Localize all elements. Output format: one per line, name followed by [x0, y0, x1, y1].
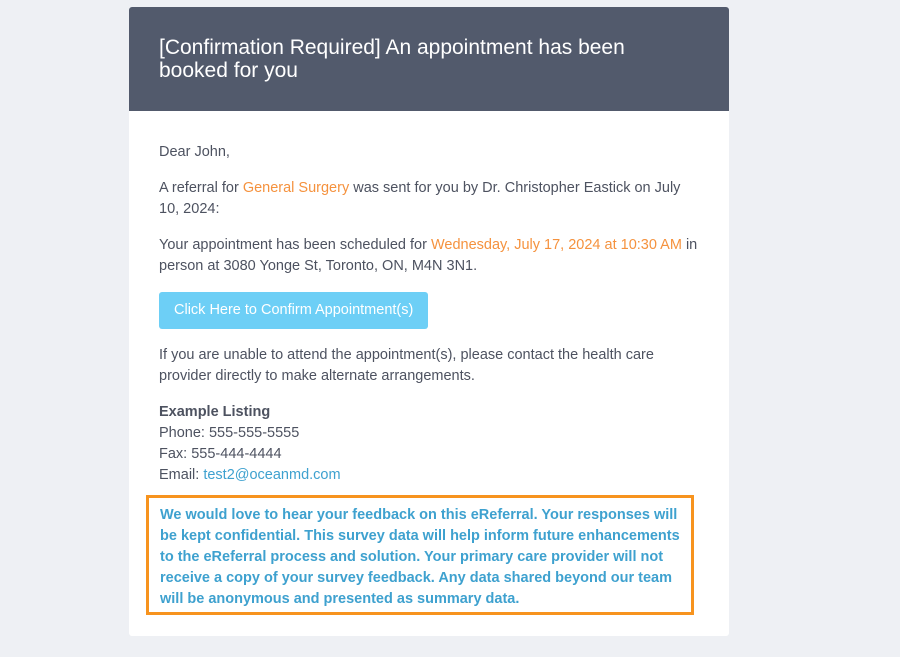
referral-suffix: was sent for you by Dr. Christopher Eastick on July 10, 2024:: [159, 180, 681, 217]
unable-text: If you are unable to attend the appointment(s), please contact the health care provider directly to make alternate arrangements.: [159, 347, 654, 384]
confirm-appointment-button[interactable]: Click Here to Confirm Appointment(s): [159, 292, 428, 329]
listing-email-label: Email:: [159, 467, 204, 483]
referral-prefix: A referral for: [159, 180, 243, 196]
listing-fax: Fax: 555-444-4444: [159, 446, 282, 462]
referral-text: [159, 178, 699, 220]
email-header: [129, 7, 729, 111]
listing-phone: Phone: 555-555-5555: [159, 425, 300, 441]
listing-name: Example Listing: [159, 404, 271, 420]
feedback-notice: We would love to hear your feedback on this eReferral. Your responses will be kept confidential. This survey data will help inform future enhancements to the eReferral process and solution. Your primary care provider will not receive a copy of your survey feedback. Any data shared beyond our team will be anonymous and presented as summary data.: [146, 495, 694, 615]
listing-block: [159, 402, 699, 486]
appointment-suffix: in person at 3080 Yonge St, Toronto, ON, M4N 3N1.: [159, 237, 698, 274]
appointment-prefix: Your appointment has been scheduled for: [159, 237, 431, 253]
listing-email-row: [159, 465, 699, 486]
appointment-datetime: Wednesday, July 17, 2024 at 10:30 AM: [430, 237, 682, 253]
referral-specialty: General Surgery: [242, 180, 350, 196]
listing-email-link[interactable]: test2@oceanmd.com: [203, 467, 341, 483]
greeting: Dear John,: [159, 144, 230, 160]
email-title: [Confirmation Required] An appointment has been booked for you: [159, 36, 625, 82]
email-card: [129, 7, 729, 636]
appointment-text: [159, 235, 699, 277]
